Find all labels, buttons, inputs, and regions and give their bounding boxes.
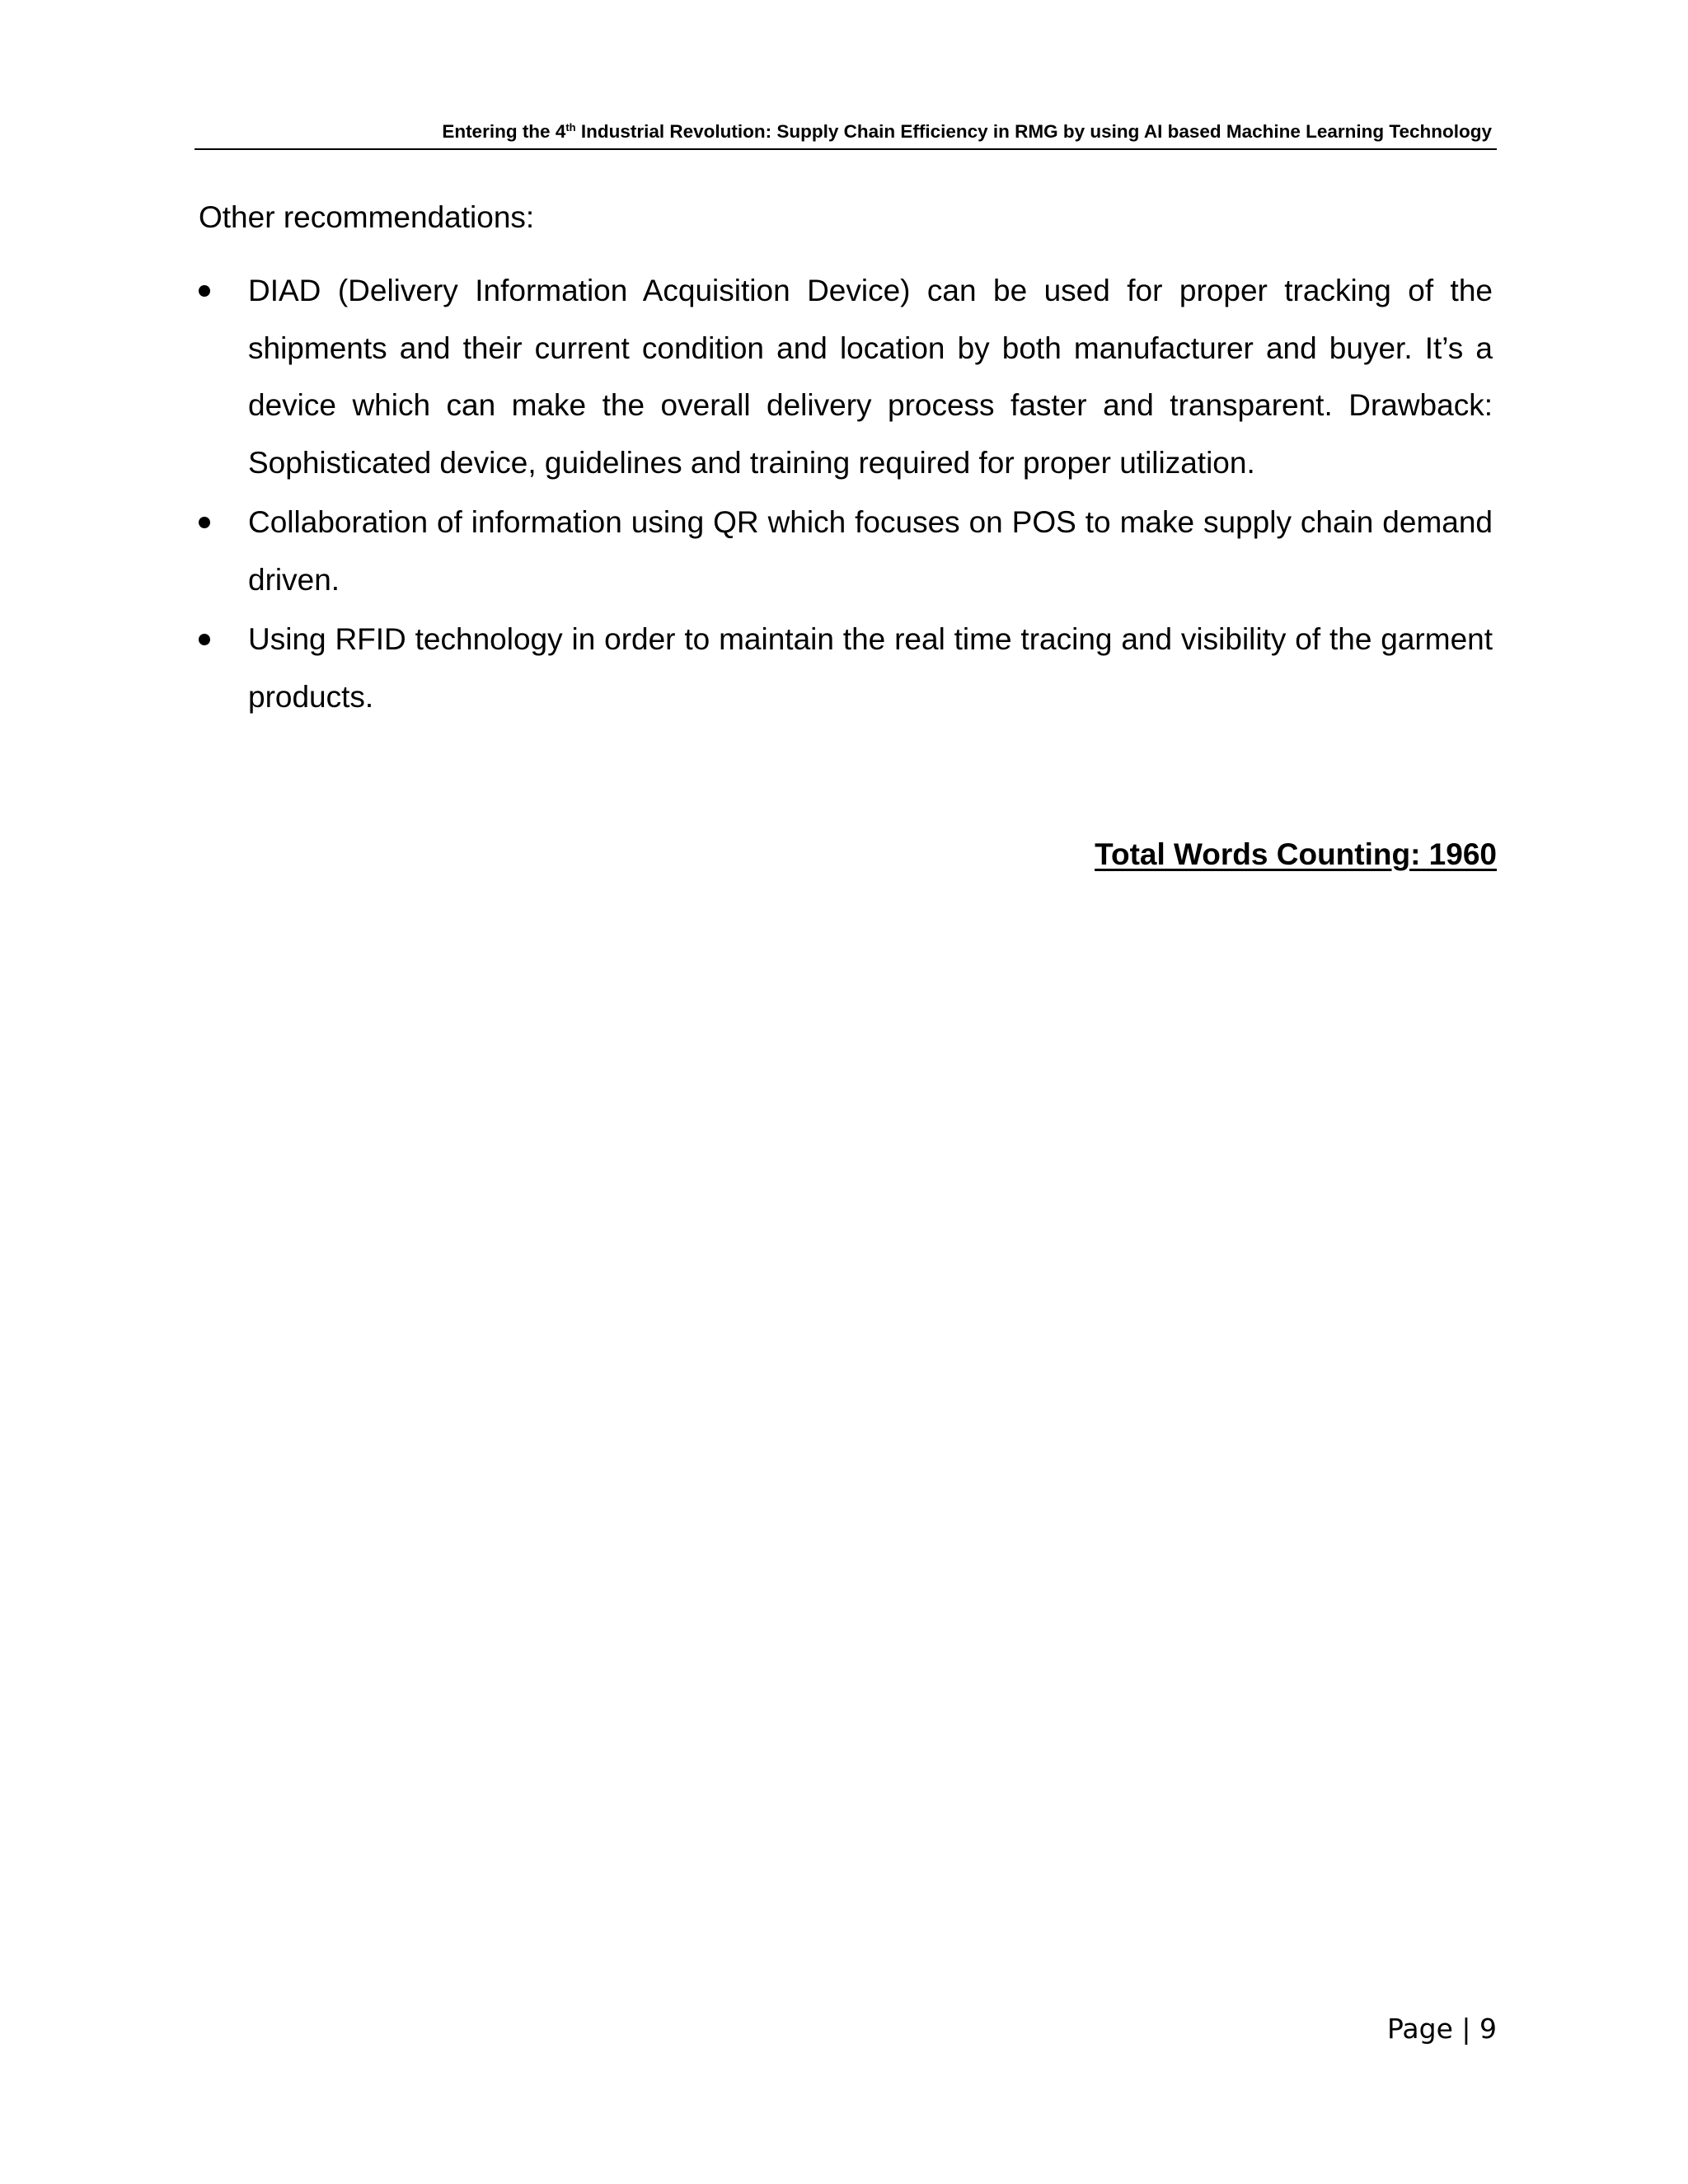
header-title-suffix: Industrial Revolution: Supply Chain Efficiency in RMG by using AI based Machine Learning Technology [575,121,1492,142]
bullet-icon [199,285,210,297]
header-title-prefix: Entering the 4 [442,121,566,142]
header-title [442,121,1492,143]
list-item-text: DIAD (Delivery Information Acquisition Device) can be used for proper tracking of the shipments and their current condition and location by both manufacturer and buyer. It’s a device which can make the overall delivery process faster and transparent. Drawback: Sophisticated device, guidelines and training required for proper utilization. [248,274,1493,480]
page-number: Page | 9 [1387,2013,1497,2045]
list-item-text: Using RFID technology in order to maintain the real time tracing and visibility of the garment products. [248,622,1493,714]
list-item [199,494,1493,608]
list-item-text: Collaboration of information using QR which focuses on POS to make supply chain demand driven. [248,505,1493,597]
bullet-icon [199,517,210,528]
running-header [195,119,1497,150]
main-content [199,196,1493,728]
list-item [199,262,1493,491]
bullet-icon [199,634,210,645]
header-title-superscript: th [565,121,576,134]
section-heading: Other recommendations: [199,200,535,234]
recommendation-list [199,262,1493,725]
total-words-count: Total Words Counting: 1960 [1095,837,1497,871]
list-item [199,611,1493,725]
